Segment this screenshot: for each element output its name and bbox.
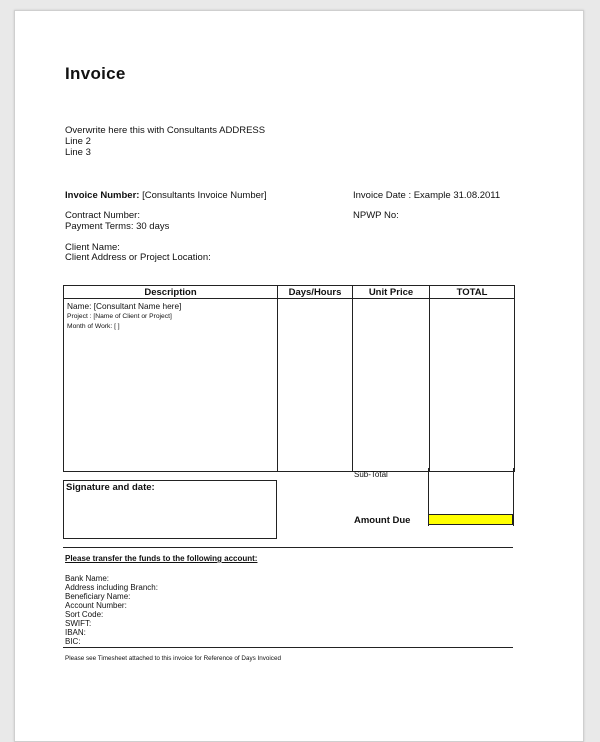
total-cell bbox=[430, 299, 515, 472]
amount-due-label: Amount Due bbox=[354, 515, 411, 526]
total-column-divider-right bbox=[513, 468, 514, 526]
project-name: Project : [Name of Client or Project] bbox=[67, 313, 172, 320]
subtotal-label: Sub-Total bbox=[354, 470, 388, 479]
invoice-number bbox=[65, 190, 267, 201]
bank-field: SWIFT: bbox=[65, 619, 92, 628]
address-line: Line 3 bbox=[65, 147, 91, 158]
bank-field: BIC: bbox=[65, 637, 81, 646]
address-line: Line 2 bbox=[65, 136, 91, 147]
invoice-number-value: [Consultants Invoice Number] bbox=[142, 190, 267, 201]
client-name: Client Name: bbox=[65, 242, 120, 253]
invoice-title: Invoice bbox=[65, 64, 126, 83]
column-header-days-hours: Days/Hours bbox=[278, 286, 353, 299]
footer-divider bbox=[63, 647, 513, 648]
footer-note: Please see Timesheet attached to this invoice for Reference of Days Invoiced bbox=[65, 655, 281, 662]
bank-field: Bank Name: bbox=[65, 574, 110, 583]
signature-label: Signature and date: bbox=[66, 482, 155, 493]
column-header-description: Description bbox=[64, 286, 278, 299]
client-address: Client Address or Project Location: bbox=[65, 252, 211, 263]
bank-field: Beneficiary Name: bbox=[65, 592, 131, 601]
table-header-row bbox=[64, 286, 515, 299]
invoice-page bbox=[14, 10, 584, 742]
payment-terms: Payment Terms: 30 days bbox=[65, 221, 170, 232]
bank-field: Address including Branch: bbox=[65, 583, 158, 592]
invoice-date: Invoice Date : Example 31.08.2011 bbox=[353, 190, 501, 201]
section-divider bbox=[63, 547, 513, 548]
column-header-unit-price: Unit Price bbox=[353, 286, 430, 299]
bank-heading: Please transfer the funds to the following account: bbox=[65, 554, 258, 563]
line-items-table bbox=[63, 285, 515, 472]
signature-box bbox=[63, 480, 277, 539]
days-hours-cell bbox=[278, 299, 353, 472]
npwp-number: NPWP No: bbox=[353, 210, 399, 221]
consultant-name: Name: [Consultant Name here] bbox=[67, 301, 182, 311]
month-of-work: Month of Work: [ ] bbox=[67, 323, 120, 330]
table-row bbox=[64, 299, 515, 472]
bank-field: IBAN: bbox=[65, 628, 86, 637]
column-header-total: TOTAL bbox=[430, 286, 515, 299]
description-cell bbox=[64, 299, 278, 472]
bank-field: Sort Code: bbox=[65, 610, 104, 619]
amount-due-cell[interactable] bbox=[428, 514, 513, 525]
unit-price-cell bbox=[353, 299, 430, 472]
bank-field: Account Number: bbox=[65, 601, 127, 610]
contract-number: Contract Number: bbox=[65, 210, 140, 221]
invoice-number-label: Invoice Number: bbox=[65, 190, 140, 201]
address-line: Overwrite here this with Consultants ADDRESS bbox=[65, 125, 266, 136]
